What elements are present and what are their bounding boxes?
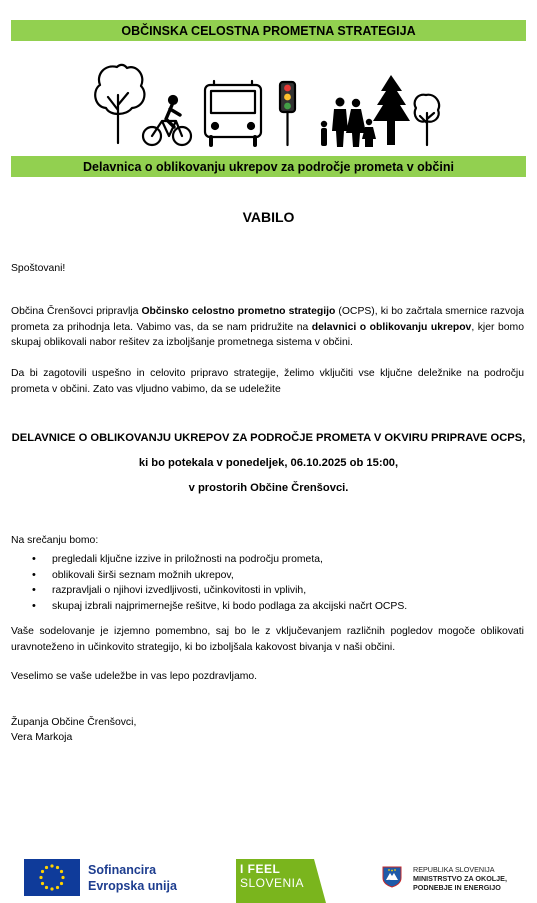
tree-icon	[415, 95, 440, 145]
agenda-item: • razpravljali o njihovi izvedljivosti, učinkovitosti in vplivih,	[11, 583, 407, 599]
family-icon	[321, 98, 376, 148]
signature-role: Županja Občine Črenšovci,	[11, 717, 137, 728]
eu-cofinancing-text: Sofinancira Evropska unija	[88, 863, 177, 893]
event-location: v prostorih Občine Črenšovci.	[188, 482, 349, 494]
greeting: Spoštovani!	[11, 263, 66, 274]
agenda-item: • pregledali ključne izzive in priložnosti na področju prometa,	[11, 552, 407, 568]
paragraph-closing: Veselimo se vaše udeležbe in vas lepo pozdravljamo.	[11, 671, 258, 682]
slovenia-crest-icon	[382, 866, 402, 888]
i-feel-slovenia-text: I FEEL SLOVENIA	[240, 862, 305, 890]
agenda-item: • oblikovali širši seznam možnih ukrepov,	[11, 568, 407, 584]
signature-name: Vera Markoja	[11, 732, 73, 743]
eu-flag-icon	[24, 859, 80, 896]
ministry-text: REPUBLIKA SLOVENIJA MINISTRSTVO ZA OKOLJE, PODNEBJE IN ENERGIJO	[413, 865, 507, 892]
paragraph-invite: Da bi zagotovili uspešno in celovito pripravo strategije, želimo vključiti vse ključne deležnike na področju prometa v občini. Zato vas vljudno vabimo, da se udeležite	[11, 368, 524, 395]
banner-subtitle: Delavnica o oblikovanju ukrepov za področje prometa v občini	[11, 156, 526, 177]
agenda-list	[11, 552, 407, 614]
letter-title: VABILO	[242, 209, 295, 225]
paragraph-importance: Vaše sodelovanje je izjemno pomembno, saj bo le z vključevanjem različnih pogledov mogoče oblikovati uravnoteženo in učinkovito strategijo, ki bo izboljšala kakovost bivanja v naši občini.	[11, 626, 524, 653]
cyclist-icon	[143, 96, 191, 145]
paragraph-intro: Občina Črenšovci pripravlja Občinsko celostno prometno strategijo (OCPS), ki bo začrtala smernice razvoja prometa za prihodnja leta. Vabimo vas, da se nam pridružite na delavnici o oblikovanju ukrepov, kjer bomo skupaj oblikovali nabor rešitev za izboljšanje prometnega sistema v občini.	[11, 306, 524, 348]
event-heading: DELAVNICE O OBLIKOVANJU UKREPOV ZA PODROČJE PROMETA V OKVIRU PRIPRAVE OCPS,	[11, 432, 526, 444]
traffic-light-icon	[280, 82, 295, 145]
bus-icon	[205, 81, 261, 145]
agenda-intro: Na srečanju bomo:	[11, 535, 99, 546]
pine-tree-icon	[373, 75, 410, 145]
tree-icon	[95, 65, 144, 143]
agenda-item: • skupaj izbrali najprimernejše rešitve, ki bodo podlaga za akcijski načrt OCPS.	[11, 599, 407, 615]
banner-title: OBČINSKA CELOSTNA PROMETNA STRATEGIJA	[11, 20, 526, 41]
event-date: ki bo potekala v ponedeljek, 06.10.2025 ob 15:00,	[138, 457, 399, 469]
transport-illustration	[90, 55, 450, 155]
